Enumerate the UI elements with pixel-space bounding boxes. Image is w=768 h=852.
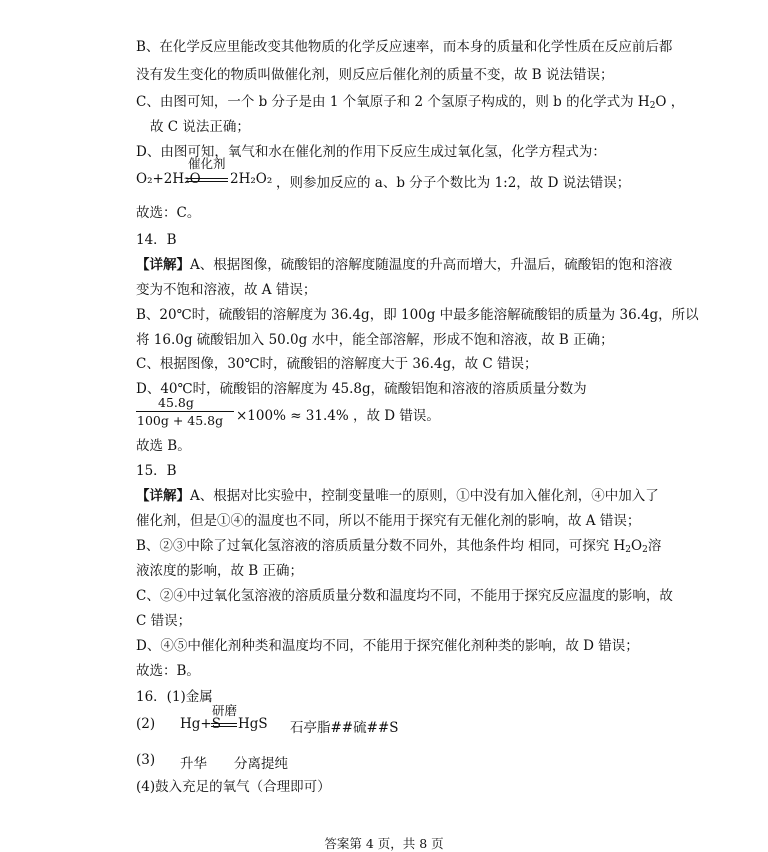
text-line: ，则参加反应的 a、b 分子个数比为 1:2，故 D 说法错误； [276, 175, 631, 191]
page-footer: 答案第 4 页，共 8 页 [324, 836, 444, 851]
equation-line [211, 723, 237, 724]
fraction-denominator: 100g + 45.8g [137, 413, 224, 428]
text-line: 催化剂，但是①④的温度也不同，所以不能用于探究有无催化剂的影响，故 A 错误； [136, 513, 641, 529]
text-line: 【详解】A、根据对比实验中，控制变量唯一的原则，①中没有加入催化剂，④中加入了 [136, 488, 659, 504]
equation-condition: 催化剂 [188, 156, 226, 171]
equation-reactants: O₂+2H₂O [136, 171, 201, 187]
text-line: B、在化学反应里能改变其他物质的化学反应速率，而本身的质量和化学性质在反应前后都 [136, 39, 673, 55]
text-line: 分离提纯 [234, 756, 288, 772]
text-line: ×100% ≈ 31.4% ，故 D 错误。 [236, 408, 440, 424]
fraction-numerator: 45.8g [158, 395, 194, 410]
text-line: C、根据图像，30℃时，硫酸铝的溶解度大于 36.4g，故 C 错误； [136, 356, 538, 372]
detail-tag: 【详解】 [136, 488, 190, 504]
text-line: B、②③中除了过氧化氢溶液的溶质质量分数不同外，其他条件均 相同，可探究 $H_2O_2$溶 [136, 538, 662, 555]
text-line: 液浓度的影响，故 B 正确； [136, 563, 304, 579]
equation-line [211, 726, 237, 727]
text-line: 故选：C。 [136, 205, 201, 221]
text-line: 石亭脂##硫##S [290, 720, 399, 736]
text-line: 故选：B。 [136, 663, 200, 679]
equation-products: HgS [238, 716, 268, 732]
text-line: 变为不饱和溶液，故 A 错误； [136, 282, 317, 298]
text-line: 故 C 说法正确； [150, 119, 250, 135]
detail-tag: 【详解】 [136, 257, 190, 273]
question-number: 14．B [136, 232, 177, 248]
equation-products: 2H₂O₂ [230, 171, 273, 187]
question-number: 16．(1)金属 [136, 689, 213, 705]
equation-line [186, 181, 228, 182]
text-line: D、由图可知，氧气和水在催化剂的作用下反应生成过氧化氢，化学方程式为： [136, 144, 606, 160]
sub-question-number: (2) [136, 716, 156, 732]
text-line: B、20℃时，硫酸铝的溶解度为 36.4g，即 100g 中最多能溶解硫酸铝的质量为 36.4g，所以 [136, 307, 699, 323]
text-line: C 错误； [136, 613, 192, 629]
question-number: 15．B [136, 463, 177, 479]
text-line: C、②④中过氧化氢溶液的溶质质量分数和温度均不同，不能用于探究反应温度的影响，故 [136, 588, 673, 604]
text-line: 升华 [180, 756, 207, 772]
text-line: D、④⑤中催化剂种类和温度均不同，不能用于探究催化剂种类的影响，故 D 错误； [136, 638, 639, 654]
text-line: 故选 B。 [136, 438, 191, 454]
text-line: 【详解】A、根据图像，硫酸铝的溶解度随温度的升高而增大，升温后，硫酸铝的饱和溶液 [136, 257, 673, 273]
equation-line [186, 178, 228, 179]
text-line: C、由图可知，一个 b 分子是由 1 个氧原子和 2 个氢原子构成的，则 b 的化学式为 $H_2O$ ， [136, 94, 685, 111]
text-line: 没有发生变化的物质叫做催化剂，则反应后催化剂的质量不变，故 B 说法错误； [136, 67, 614, 83]
equation-reactants: Hg+S [180, 716, 221, 732]
text-line: (4)鼓入充足的氧气（合理即可） [136, 779, 331, 795]
text-line: D、40℃时，硫酸铝的溶解度为 45.8g，硫酸铝饱和溶液的溶质质量分数为 [136, 381, 587, 397]
sub-question-number: (3) [136, 752, 156, 768]
text-line: 将 16.0g 硫酸铝加入 50.0g 水中，能全部溶解，形成不饱和溶液，故 B 正确； [136, 332, 614, 348]
equation-condition: 研磨 [212, 703, 238, 718]
fraction-bar [136, 411, 234, 412]
